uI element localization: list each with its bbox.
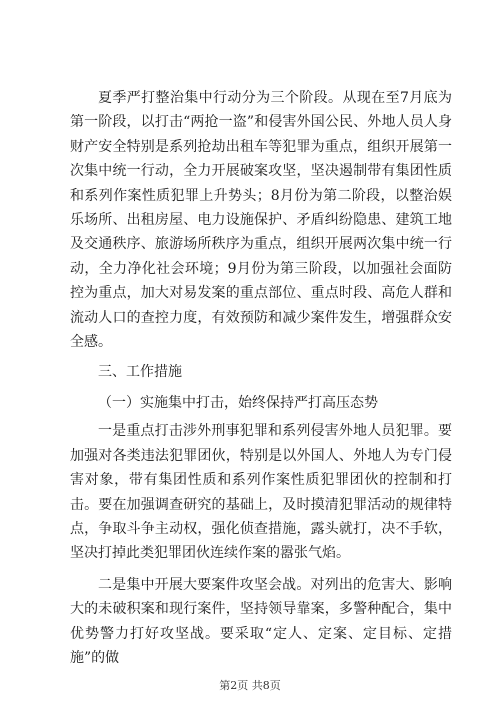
paragraph-measure-two: 二是集中开展大要案件攻坚会战。对列出的危害大、影响大的未破积案和现行案件，坚持领导靠案，多警种配合，集中优势警力打好攻坚战。要采取“定人、定案、定目标、定措施”的做 — [70, 576, 452, 666]
section-heading: 三、工作措施 — [98, 364, 182, 381]
document-body — [70, 86, 452, 670]
paragraph-measure-one: 一是重点打击涉外刑事犯罪和系列侵害外地人员犯罪。要加强对各类违法犯罪团伙，特别是以外国人、外地人为专门侵害对象，带有集团性质和系列作案性质犯罪团伙的控制和打击。要在加强调查研究的基础上，及时摸清犯罪活动的规律特点，争取斗争主动权，强化侦查措施，露头就打，决不手软，坚决打掉此类犯罪团伙连续作案的嚣张气焰。 — [70, 423, 452, 562]
page-number-footer: 第2页 共8页 — [219, 679, 281, 692]
paragraph-stages: 夏季严打整治集中行动分为三个阶段。从现在至7月底为第一阶段，以打击“两抢一盗”和侵害外国公民、外地人员人身财产安全特别是系列抢劫出租车等犯罪为重点，组织开展第一次集中统一行动，全力开展破案攻坚，坚决遏制带有集团性质和系列作案性质犯罪上升势头；8月份为第二阶段，以整治娱乐场所、出租房屋、电力设施保护、矛盾纠纷隐患、建筑工地及交通秩序、旅游场所秩序为重点，组织开展两次集中统一行动，全力净化社会环境；9月份为第三阶段，以加强社会面防控为重点，加大对易发案的重点部位、重点时段、高危人群和流动人口的查控力度，有效预防和减少案件发生，增强群众安全感。 — [70, 90, 452, 351]
subsection-heading: （一）实施集中打击，始终保持严打高压态势 — [98, 394, 378, 411]
